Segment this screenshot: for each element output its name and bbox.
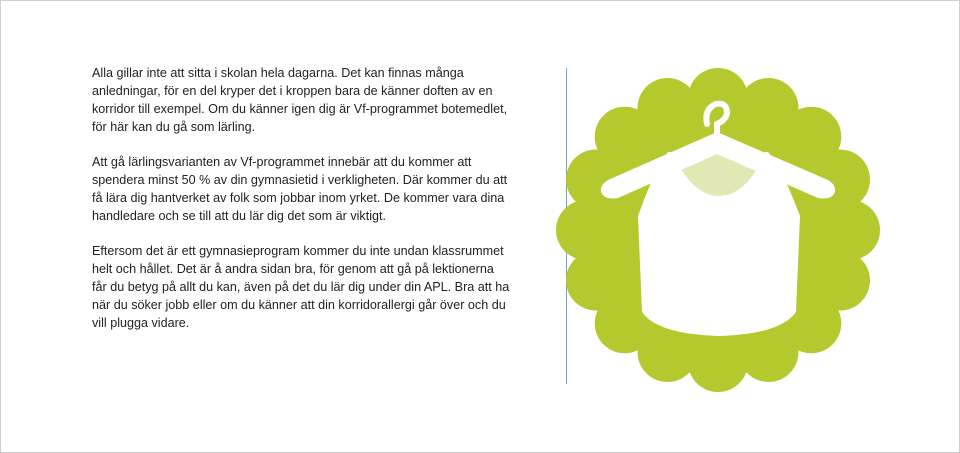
badge-scallop [638,78,698,138]
badge-scallop [688,332,748,392]
badge-scallop [556,200,616,260]
badge-scallop [688,68,748,128]
paragraph-2: Att gå lärlingsvarianten av Vf-programmet innebär att du kommer att spendera minst 50 % av din gymnasietid i verkligheten. Där kommer du att få lära dig hantverket av folk som jobbar inom yrket. De kommer vara dina handledare och se till att du lär dig det som är viktigt. [92,155,508,223]
tank-top-icon [638,152,800,336]
badge-scallop [820,200,880,260]
badge-scallop [566,251,626,311]
paragraph-1: Alla gillar inte att sitta i skolan hela dagarna. Det kan finnas många anledningar, för en del kryper det i kroppen bara de känner doften av en korridor till exempel. Om du känner igen dig är Vf-programmet botemedlet, för här kan du gå som lärling. [92,66,508,134]
hanger-badge-illustration [556,68,881,393]
body-text [92,64,512,349]
paragraph-3: Eftersom det är ett gymnasieprogram kommer du inte undan klassrummet helt och hållet. Det är å andra sidan bra, för genom att gå på lektionerna får du betyg på allt du kan, även på det du lär dig under din APL. Bra att ha när du söker jobb eller om du känner att din korridorallergi går över och du vill plugga vidare. [92,244,510,330]
